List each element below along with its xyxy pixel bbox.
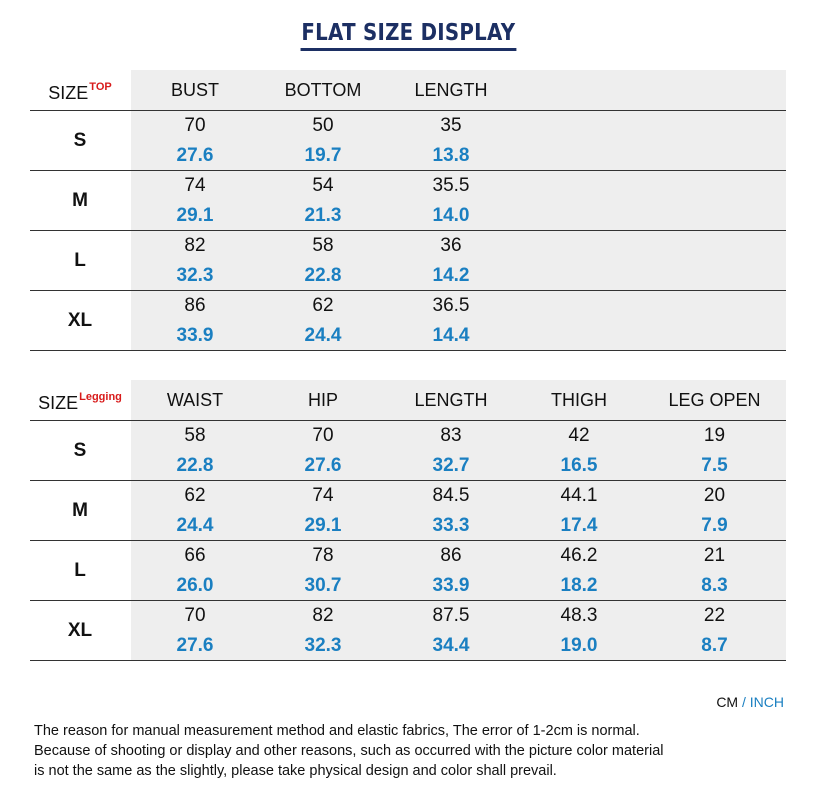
note-line: is not the same as the slightly, please take physical design and color shall prevail. — [34, 763, 557, 779]
table-row — [30, 231, 786, 291]
divider — [30, 660, 786, 661]
column-header-bottom: BOTTOM — [284, 80, 362, 100]
table-row — [30, 541, 786, 601]
table-cell: 70 27.6 — [304, 425, 342, 476]
table-cell: 82 32.3 — [304, 605, 342, 656]
table-cell: 83 32.7 — [432, 425, 470, 476]
column-header-hip: HIP — [307, 390, 338, 410]
page-title: FLAT SIZE DISPLAY — [300, 20, 516, 51]
note-line: Because of shooting or display and other reasons, such as occurred with the picture color material — [34, 743, 664, 759]
table-cell: 66 26.0 — [176, 545, 214, 596]
table-cell: 58 22.8 — [304, 235, 342, 286]
table-row — [30, 421, 786, 481]
table-cell: 36.5 14.4 — [432, 295, 470, 346]
table-cell: 86 33.9 — [176, 295, 214, 346]
table-cell: 20 7.9 — [701, 485, 728, 536]
table-cell: 36 14.2 — [432, 235, 470, 286]
column-header-thigh: THIGH — [551, 390, 607, 410]
unit-legend — [716, 694, 784, 710]
legging-table-header — [30, 380, 786, 420]
table-cell: 54 21.3 — [304, 175, 342, 226]
table-cell: 74 29.1 — [304, 485, 342, 536]
table-cell: 86 33.9 — [432, 545, 470, 596]
row-size-label: L — [74, 560, 86, 581]
column-header-waist: WAIST — [166, 390, 224, 410]
table-cell: 62 24.4 — [176, 485, 214, 536]
table-cell: 74 29.1 — [176, 175, 214, 226]
table-cell: 84.5 33.3 — [432, 485, 470, 536]
row-size-label: L — [74, 250, 86, 271]
table-cell: 44.1 17.4 — [560, 485, 598, 536]
page-title-wrap — [0, 20, 816, 51]
row-size-label: S — [73, 130, 87, 151]
table-row — [30, 601, 786, 661]
row-size-label: M — [72, 190, 88, 211]
size-header — [30, 70, 130, 110]
table-cell: 58 22.8 — [176, 425, 214, 476]
top-size-table — [30, 70, 786, 346]
top-table-header — [30, 70, 786, 110]
table-cell: 50 19.7 — [304, 115, 342, 166]
size-label: SIZE — [38, 393, 79, 413]
size-superscript: TOP — [89, 81, 112, 93]
size-header — [30, 380, 130, 420]
table-cell: 19 7.5 — [701, 425, 728, 476]
size-label: SIZE — [48, 83, 89, 103]
table-row — [30, 171, 786, 231]
table-cell: 22 8.7 — [701, 605, 728, 656]
table-cell: 78 30.7 — [304, 545, 342, 596]
row-size-label: XL — [67, 620, 93, 641]
table-row — [30, 481, 786, 541]
note-line: The reason for manual measurement method and elastic fabrics, The error of 1-2cm is normal. — [34, 723, 640, 739]
table-cell: 46.2 18.2 — [560, 545, 598, 596]
size-superscript: Legging — [79, 391, 122, 403]
column-header-length: LENGTH — [414, 80, 488, 100]
row-size-label: S — [73, 440, 87, 461]
table-row — [30, 291, 786, 351]
table-cell: 35.5 14.0 — [432, 175, 470, 226]
table-cell: 82 32.3 — [176, 235, 214, 286]
row-size-label: XL — [67, 310, 93, 331]
table-cell: 70 27.6 — [176, 605, 214, 656]
table-cell: 48.3 19.0 — [560, 605, 598, 656]
table-cell: 21 8.3 — [701, 545, 728, 596]
column-header-leg-open: LEG OPEN — [668, 390, 761, 410]
table-cell: 62 24.4 — [304, 295, 342, 346]
table-cell: 35 13.8 — [432, 115, 470, 166]
unit-inch: INCH — [749, 694, 784, 710]
table-cell: 42 16.5 — [560, 425, 598, 476]
row-size-label: M — [72, 500, 88, 521]
table-cell: 87.5 34.4 — [432, 605, 470, 656]
legging-size-table — [30, 380, 786, 656]
unit-separator: / — [741, 694, 746, 710]
column-header-length: LENGTH — [414, 390, 488, 410]
column-header-bust: BUST — [170, 80, 219, 100]
unit-cm: CM — [716, 694, 739, 710]
table-cell: 70 27.6 — [176, 115, 214, 166]
measurement-notes — [34, 721, 794, 781]
divider — [30, 350, 786, 351]
table-row — [30, 111, 786, 171]
